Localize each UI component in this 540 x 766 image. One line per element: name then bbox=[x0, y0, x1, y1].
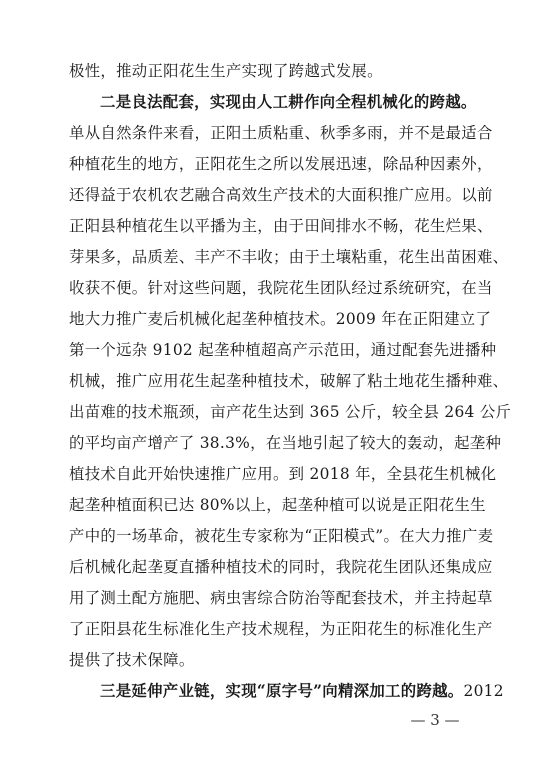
text-line bbox=[69, 459, 497, 490]
text-line bbox=[69, 273, 493, 304]
paragraph-text: 极性，推动正阳花生生产实现了跨越式发展。 bbox=[69, 62, 383, 80]
text-line bbox=[69, 645, 471, 676]
text-line bbox=[69, 87, 477, 118]
text-line bbox=[69, 676, 504, 707]
paragraph-text: 还得益于农机农艺融合高效生产技术的大面积推广应用。以前 bbox=[69, 186, 493, 204]
page-number: — 3 — bbox=[410, 711, 460, 729]
text-line bbox=[69, 521, 494, 552]
paragraph-text: 收获不便。针对这些问题，我院花生团队经过系统研究，在当 bbox=[69, 279, 493, 297]
text-line bbox=[69, 180, 493, 211]
paragraph-text: 的平均亩产增产了 38.3%，在当地引起了较大的轰动，起垄种 bbox=[69, 434, 502, 452]
text-line bbox=[69, 428, 502, 459]
paragraph-text: 出苗难的技术瓶颈，亩产花生达到 365 公斤，较全县 264 公斤 bbox=[69, 403, 512, 421]
paragraph-text: 芽果多，品质差、丰产不丰收；由于土壤粘重，花生出苗困难、 bbox=[69, 248, 509, 266]
paragraph-text: 提供了技术保障。 bbox=[69, 651, 195, 669]
paragraph-text: 了正阳县花生标准化生产技术规程，为正阳花生的标准化生产 bbox=[69, 620, 493, 638]
body-text bbox=[69, 56, 512, 707]
paragraph-text: 单从自然条件来看，正阳土质粘重、秋季多雨，并不是最适合 bbox=[69, 124, 493, 142]
text-line bbox=[69, 490, 486, 521]
paragraph-text: 产中的一场革命，被花生专家称为“正阳模式”。在大力推广麦 bbox=[69, 527, 494, 545]
text-line bbox=[69, 242, 509, 273]
section-heading: 二是良法配套，实现由人工耕作向全程机械化的跨越。 bbox=[100, 93, 477, 111]
text-line bbox=[69, 335, 497, 366]
text-line bbox=[69, 211, 493, 242]
paragraph-text: 2012 bbox=[463, 682, 504, 700]
paragraph-text: 机械，推广应用花生起垄种植技术，破解了粘土地花生播种难、 bbox=[69, 372, 509, 390]
paragraph-text: 用了测土配方施肥、病虫害综合防治等配套技术，并主持起草 bbox=[69, 589, 493, 607]
text-line bbox=[69, 56, 471, 87]
text-line bbox=[69, 552, 493, 583]
text-line bbox=[69, 614, 493, 645]
paragraph-text: 种植花生的地方，正阳花生之所以发展迅速，除品种因素外， bbox=[69, 155, 493, 173]
paragraph-text: 正阳县种植花生以平播为主，由于田间排水不畅，花生烂果、 bbox=[69, 217, 493, 235]
section-heading: 三是延伸产业链，实现“原字号”向精深加工的跨越。 bbox=[100, 682, 464, 700]
paragraph-text: 后机械化起垄夏直播种植技术的同时，我院花生团队还集成应 bbox=[69, 558, 493, 576]
paragraph-text: 地大力推广麦后机械化起垄种植技术。2009 年在正阳建立了 bbox=[69, 310, 492, 328]
text-line bbox=[69, 304, 492, 335]
text-line bbox=[69, 149, 493, 180]
text-line bbox=[69, 583, 493, 614]
paragraph-text: 起垄种植面积已达 80%以上，起垄种植可以说是正阳花生生 bbox=[69, 496, 486, 514]
text-line bbox=[69, 118, 493, 149]
paragraph-text: 第一个远杂 9102 起垄种植超高产示范田，通过配套先进播种 bbox=[69, 341, 497, 359]
text-line bbox=[69, 366, 509, 397]
text-line bbox=[69, 397, 512, 428]
paragraph-text: 植技术自此开始快速推广应用。到 2018 年，全县花生机械化 bbox=[69, 465, 497, 483]
